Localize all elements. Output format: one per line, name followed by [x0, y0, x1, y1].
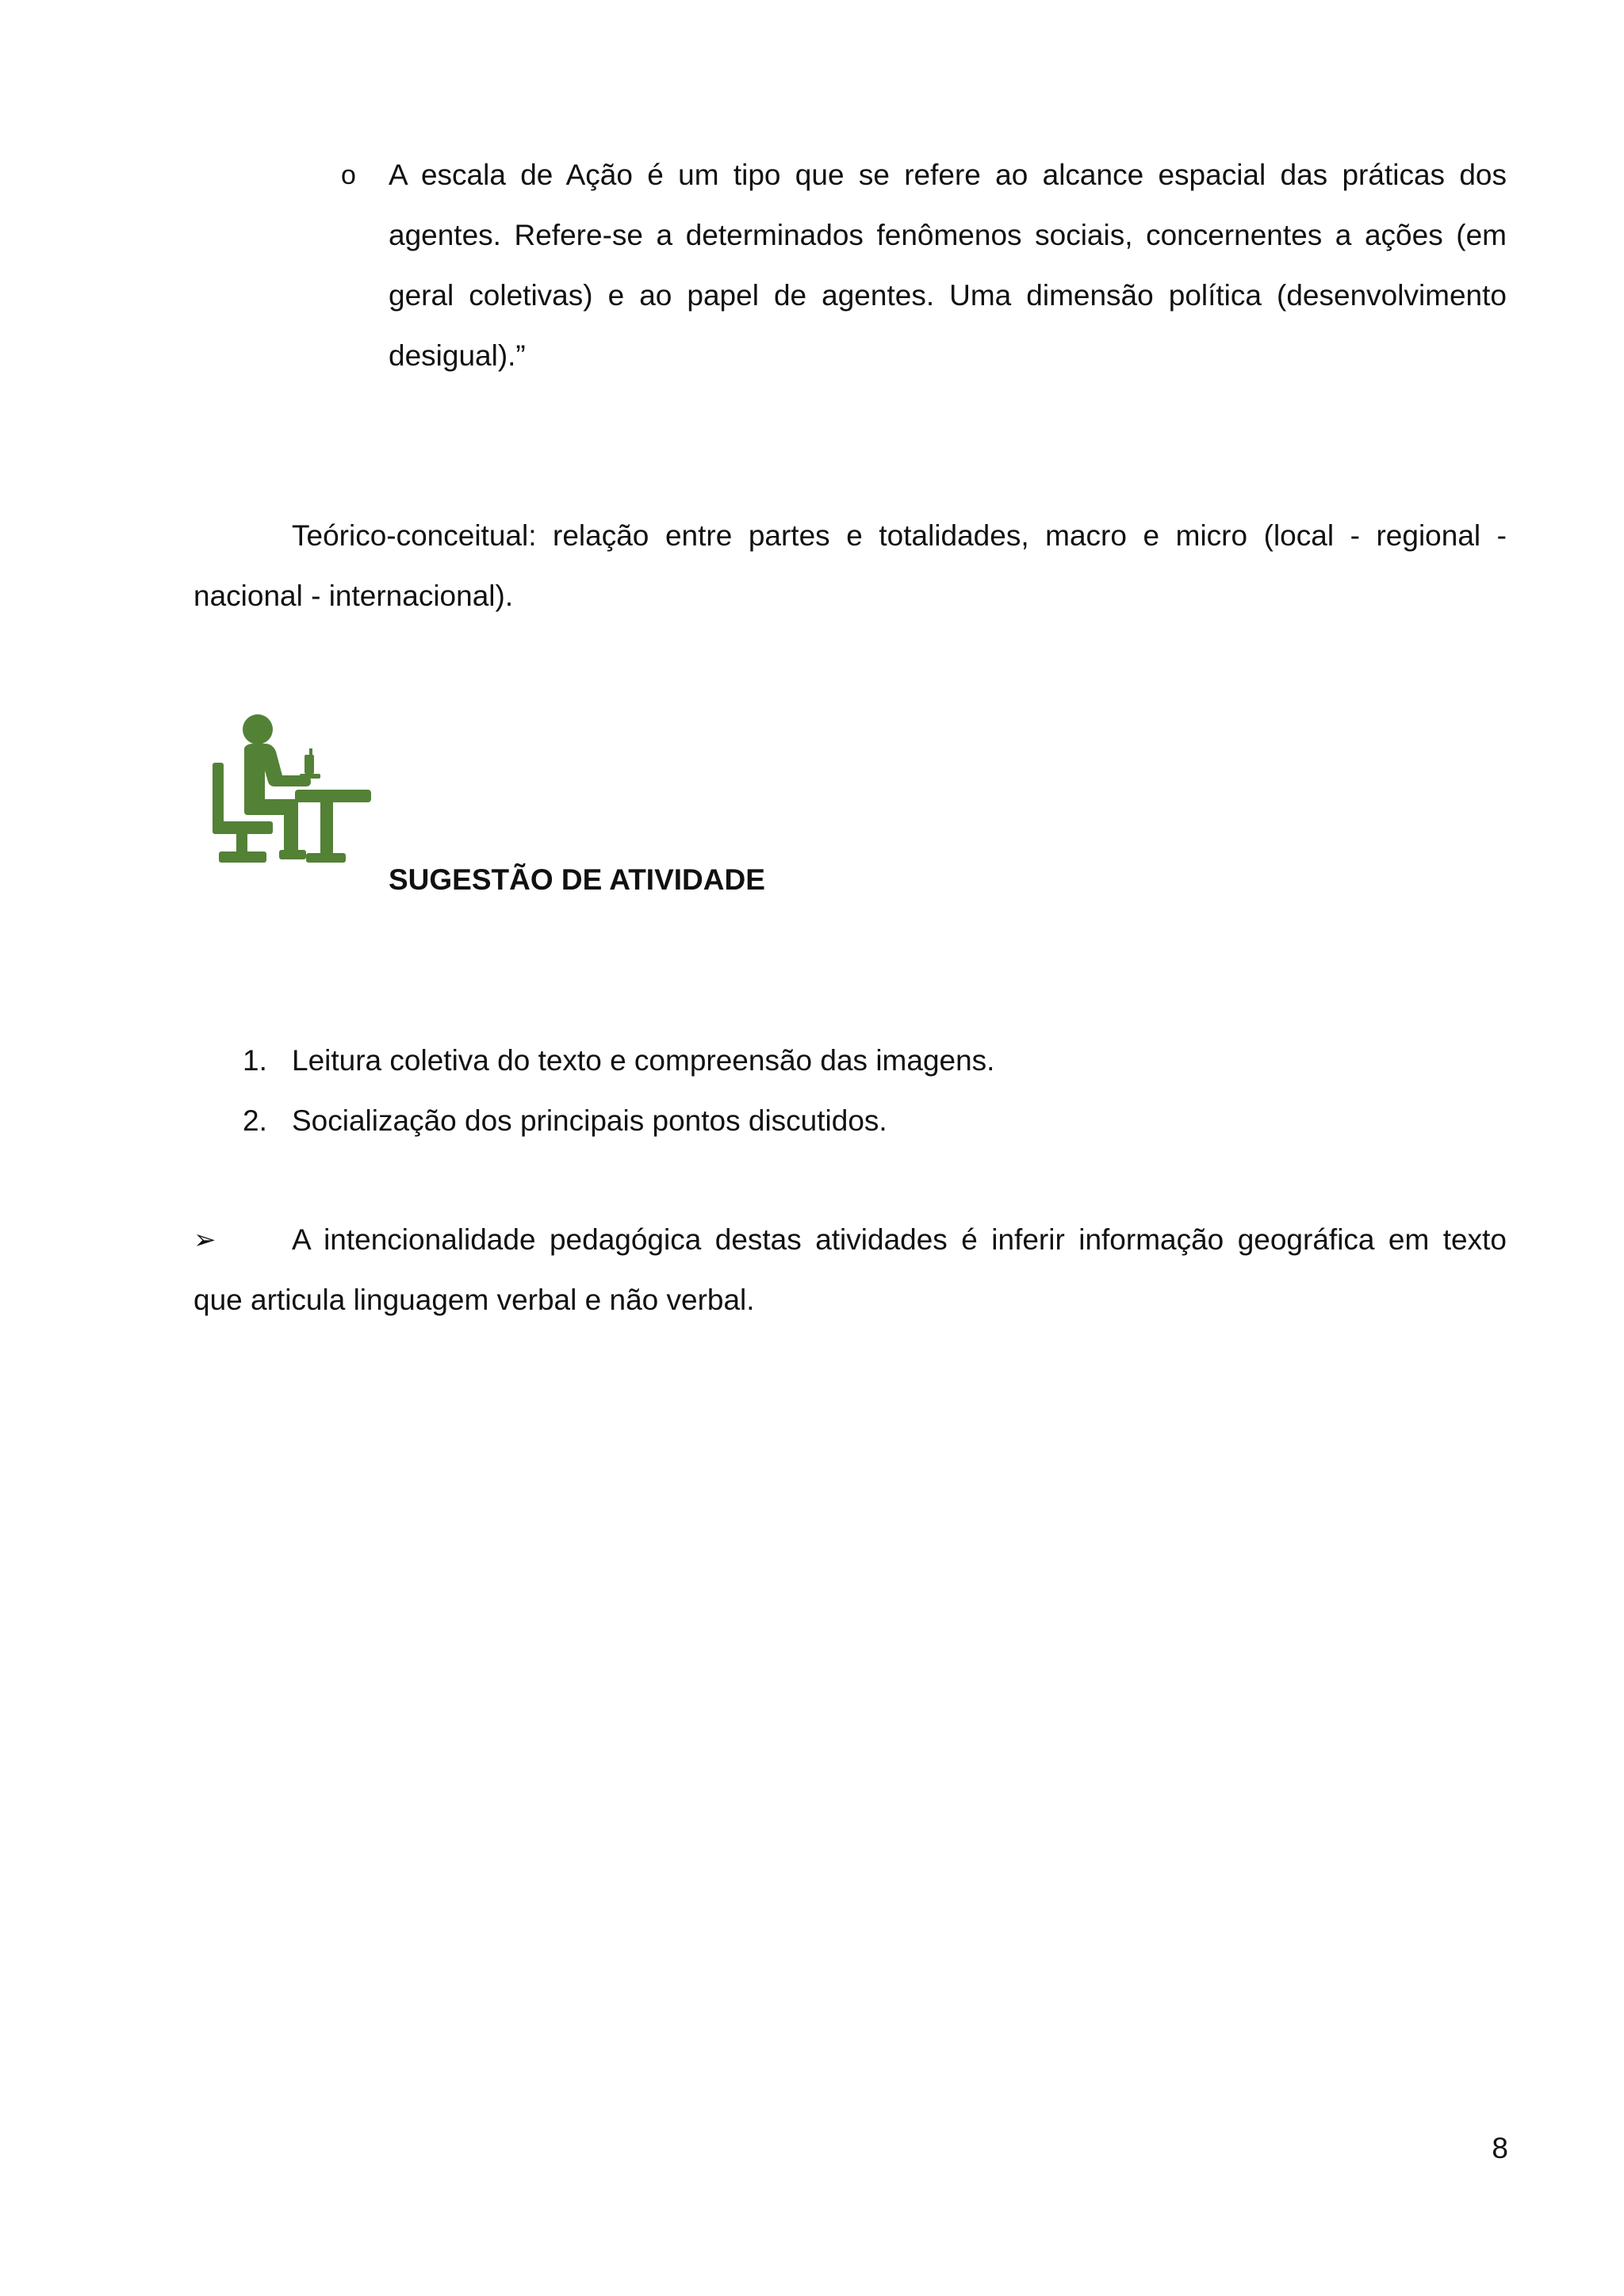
list-item-number: 2. [243, 1104, 267, 1137]
page-number: 8 [1492, 2132, 1508, 2164]
arrow-bullet-icon: ➢ [193, 1225, 216, 1255]
list-item [193, 1091, 1507, 1151]
bullet-paragraph: A escala de Ação é um tipo que se refere ao alcance espacial das práticas dos agentes. Refere-se a determinados fenômenos sociais, concernentes a ações (em geral coletivas) e ao papel de agentes. Uma dimensão política (desenvolvimento desigual).” [389, 159, 1507, 372]
person-at-desk-icon [213, 714, 371, 866]
theory-paragraph: Teórico-conceitual: relação entre partes e totalidades, macro e micro (local - regional - nacional - internacional). [193, 519, 1507, 612]
list-item-number: 1. [243, 1044, 267, 1077]
activity-title: SUGESTÃO DE ATIVIDADE [389, 863, 765, 896]
activity-list [193, 1031, 1507, 1151]
list-item [193, 1031, 1507, 1091]
list-item-text: Socialização dos principais pontos discutidos. [292, 1104, 887, 1137]
intent-paragraph: A intencionalidade pedagógica destas atividades é inferir informação geográfica em texto que articula linguagem verbal e não verbal. [193, 1223, 1507, 1316]
list-item-text: Leitura coletiva do texto e compreensão das imagens. [292, 1044, 995, 1077]
bullet-marker: o [341, 160, 356, 190]
